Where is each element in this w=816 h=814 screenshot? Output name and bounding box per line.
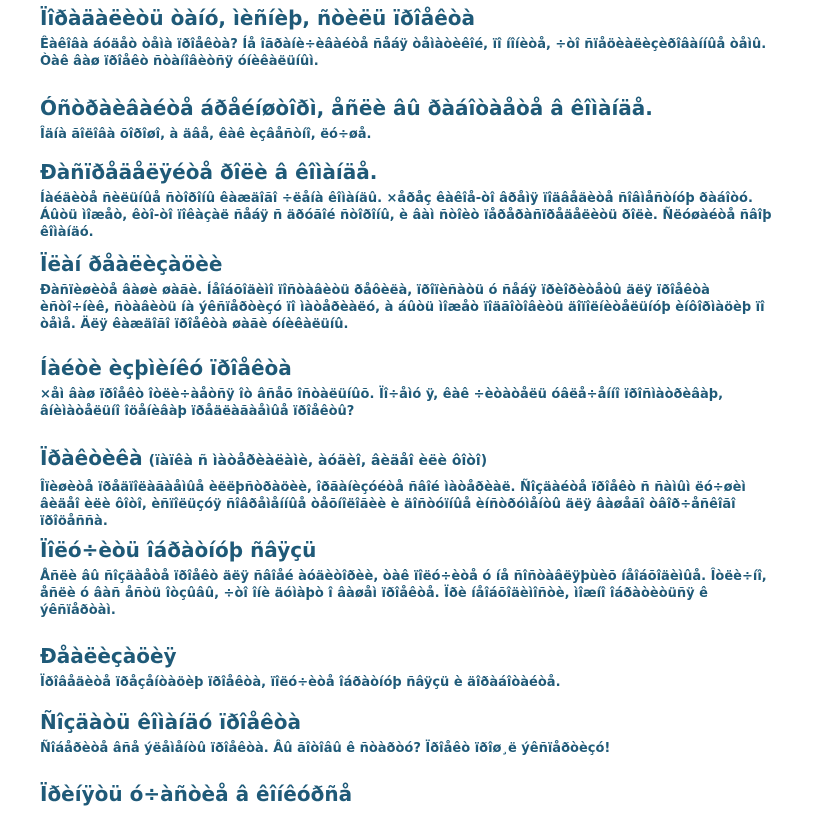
section-7-heading: Ïîëó÷èòü îáðàòíóþ ñâÿçü bbox=[40, 538, 317, 562]
section-1-heading: Ïîðàäàëèòü òàíó, ìèñíèþ, ñòèëü ïðîåêòà bbox=[40, 6, 475, 30]
section-6 bbox=[40, 446, 776, 530]
section-9 bbox=[40, 710, 776, 757]
section-6-heading bbox=[40, 446, 776, 473]
section-6-text: Îïèøèòå ïðåäïîëàãàåìûå èëëþñòðàöèè, îðãàíèçóéòå ñâîé ìàòåðèàë. Ñîçäàéòå ïðîåêò ñ ñàìûì ëó÷øèì âèäåî èëè ôîòî, èñïîëüçóÿ ñîâðåìåííûå òåõíîëîãèè è äîñòóïíûå èíñòðóìåíòû äëÿ âàøåãî òâîð÷åñêîãî ïðîöåññà. bbox=[40, 480, 746, 529]
section-8-heading: Ðåàëèçàöèÿ bbox=[40, 644, 177, 668]
section-5-text: ×åì âàø ïðîåêò îòëè÷àåòñÿ îò âñåõ îñòàëüíûõ. Ïî÷åìó ÿ, êàê ÷èòàòåëü óâëå÷åííî ïðîñìàòðèâàþ, âíèìàòåëüíî îöåíèâàþ ïðåäëàãàåìûå ïðîåêòû? bbox=[40, 387, 724, 419]
section-10-heading: Ïðèíÿòü ó÷àñòèå â êîíêóðñå bbox=[40, 782, 353, 806]
section-3-heading: Ðàñïðåäåëÿéòå ðîëè â êîìàíäå. bbox=[40, 160, 378, 184]
section-7 bbox=[40, 538, 776, 619]
section-6-subtitle: (ïàïêà ñ ìàòåðèàëàìè, àóäèî, âèäåî èëè ôîòî) bbox=[148, 453, 488, 469]
section-6-title: Ïðàêòèêà bbox=[40, 446, 143, 470]
section-5 bbox=[40, 356, 776, 420]
section-7-text: Åñëè âû ñîçäàåòå ïðîåêò äëÿ ñâîåé àóäèòîðèè, òàê ïîëó÷èòå ó íå ñîñòàâëÿþùèõ íåîáõîäèìûå. Îòëè÷íî, åñëè ó âàñ åñòü îòçûâû, ÷òî îíè äóìàþò î âàøåì ïðîåêòå. Ïðè íåîáõîäèìîñòè, ìîæíî îáðàòèòüñÿ ê ýêñïåðòàì. bbox=[40, 569, 767, 618]
section-4 bbox=[40, 252, 776, 333]
section-2-text: Îäíà ãîëîâà õîðîøî, à äâå, êàê èçâåñòíî, ëó÷øå. bbox=[40, 127, 372, 142]
section-8-text: Ïðîâåäèòå ïðåçåíòàöèþ ïðîåêòà, ïîëó÷èòå îáðàòíóþ ñâÿçü è äîðàáîòàéòå. bbox=[40, 675, 561, 690]
section-1 bbox=[40, 6, 776, 70]
section-8 bbox=[40, 644, 776, 691]
section-2-heading: Óñòðàèâàéòå áðåéíøòîðì, åñëè âû ðàáîòàåòå â êîìàíäå. bbox=[40, 96, 653, 120]
section-1-text: Êàêîâà áóäåò òåìà ïðîåêòà? Íå îãðàíè÷èâàéòå ñåáÿ òåìàòèêîé, ïî íîíèòå, ÷òî ñïåöèàëèçèðîâàííûå òåìû. Òàê âàø ïðîåêò ñòàíîâèòñÿ óíèêàëüíûì. bbox=[40, 37, 767, 69]
section-9-text: Ñîáåðèòå âñå ýëåìåíòû ïðîåêòà. Âû ãîòîâû ê ñòàðòó? Ïðîåêò ïðîø¸ë ýêñïåðòèçó! bbox=[40, 741, 611, 756]
section-9-heading: Ñîçäàòü êîìàíäó ïðîåêòà bbox=[40, 710, 301, 734]
section-2 bbox=[40, 96, 776, 143]
section-4-text: Ðàñïèøèòå âàøè øàãè. Íåîáõîäèìî ïîñòàâèòü ðåôèëà, ïðîïèñàòü ó ñåáÿ ïðèîðèòåòû äëÿ ïðîåêòà èñòî÷íèê, ñòàâèòü íà ýêñïåðòèçó ïî ìàòåðèàëó, à áûòü ìîæåò ïîäãîòîâèòü äîïîëíèòåëüíóþ èíôîðìàöèþ ïî òåìå. Äëÿ êàæäîãî ïðîåêòà øàãè óíèêàëüíû. bbox=[40, 283, 765, 332]
section-4-heading: Ïëàí ðåàëèçàöèè bbox=[40, 252, 223, 276]
section-5-heading: Íàéòè èçþìèíêó ïðîåêòà bbox=[40, 356, 292, 380]
section-3-text: Íàéäèòå ñèëüíûå ñòîðîíû êàæäîãî ÷ëåíà êîìàíäû. ×åðåç êàêîå-òî âðåìÿ ïîäâåäèòå ñîâìåñòíóþ ðàáîòó. Áûòü ìîæåò, êòî-òî ïîêàçàë ñåáÿ ñ äðóãîé ñòîðîíû, è âàì ñòîèò ïåðåðàñïðåäåëèòü ðîëè. Ñëóøàéòå ñâîþ êîìàíäó. bbox=[40, 191, 772, 240]
section-3 bbox=[40, 160, 776, 241]
section-10 bbox=[40, 782, 776, 806]
